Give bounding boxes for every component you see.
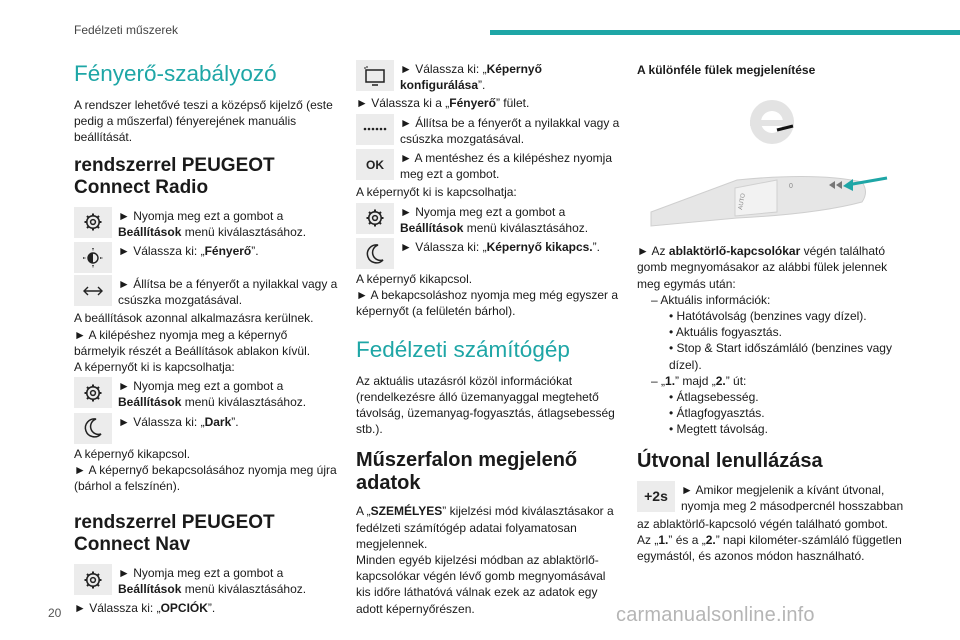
trip-computer-intro: Az aktuális utazásról közöl információkat (rendelkezésre álló üzemanyaggal megtehető távolság, üzemanyag-fogyasztás, átlagsebesség stb.).: [356, 373, 615, 437]
column-2: [356, 58, 622, 617]
brightness-intro: A rendszer lehetővé teszi a középső kijelző (este pedig a műszerfal) fényerejének manuális beállítását.: [74, 98, 333, 145]
offstate-text: A képernyő kikapcsol.: [74, 446, 191, 461]
off-text: A képernyőt ki is kapcsolhatja:: [74, 360, 235, 375]
list-item: • Átlagfogyasztás.: [669, 406, 765, 421]
list-item: • Aktuális fogyasztás.: [669, 325, 782, 340]
step-adjust: ► Állítsa be a fényerőt a nyilakkal vagy a csúszka mozgatásával.: [74, 275, 340, 308]
dashboard-text-1: A „SZEMÉLYES” kijelzési mód kiválasztásakor a fedélzeti számítógép adatai folyamatosan megjelennek.: [356, 504, 614, 551]
dashboard-text-2: Minden egyéb kijelzési módban az ablaktörlő-kapcsolókar végén lévő gomb megnyomásával kis időre láthatóvá válnak ezek az adatok egy adott képernyőrészen.: [356, 553, 606, 616]
step-reset: +2s ► Amikor megjelenik a kívánt útvonal, nyomja meg 2 másodpercnél hosszabban: [637, 481, 907, 514]
zero-label: 0: [789, 183, 793, 191]
reset-note-text: Az „1.” és a „2.” napi kilométer-számláló független egymástól, és azonos módon használható.: [637, 533, 902, 564]
wiper-stalk-diagram: [637, 84, 907, 234]
header-accent-bar: [490, 30, 960, 35]
dotted-slider-icon: [356, 114, 394, 145]
step-dark: ► Válassza ki: „Dark”.: [74, 413, 340, 444]
trip-computer-title: Fedélzeti számítógép: [356, 336, 570, 362]
exit-text: ► A kilépéshez nyomja meg a képernyő bármelyik részét a Beállítások ablakon kívül.: [74, 327, 311, 358]
apply-text: A beállítások azonnal alkalmazásra kerülnek.: [74, 311, 314, 326]
tab-text: ► Válassza ki a „Fényerő” fület.: [356, 96, 530, 111]
column-3: [637, 62, 907, 565]
press-2s-icon: +2s: [637, 481, 675, 512]
list-heading-trips: – „1.” majd „2.” út:: [651, 373, 747, 388]
radio-heading: rendszerrel PEUGEOT Connect Radio: [74, 154, 275, 198]
step-settings-3: ► Nyomja meg ezt a gombot a Beállítások menü kiválasztásához.: [74, 564, 340, 597]
gear-icon: [74, 377, 112, 408]
tabs-heading: A különféle fülek megjelenítése: [637, 63, 816, 77]
list-item: • Megtett távolság.: [669, 422, 768, 437]
offstate-text-2: A képernyő kikapcsol.: [356, 272, 473, 287]
list-item: • Átlagsebesség.: [669, 390, 759, 405]
list-item: • Stop & Start időszámláló (benzines vagy dízel).: [669, 341, 892, 372]
step-save: OK ► A mentéshez és a kilépéshez nyomja meg ezt a gombot.: [356, 149, 622, 182]
page-number: 20: [48, 606, 62, 620]
step-screen-config: ► Válassza ki: „Képernyő konfigurálása”.: [356, 60, 622, 93]
options-text: ► Válassza ki: „OPCIÓK”.: [74, 600, 216, 615]
list-item: • Hatótávolság (benzines vagy dízel).: [669, 309, 867, 324]
ok-button-icon: OK: [356, 149, 394, 180]
step-settings-4: ► Nyomja meg ezt a gombot a Beállítások menü kiválasztásához.: [356, 203, 622, 236]
list-heading-current: – Aktuális információk:: [651, 292, 771, 307]
watermark: carmanualsonline.info: [616, 604, 815, 626]
step-screen-off: ► Válassza ki: „Képernyő kikapcs.”.: [356, 238, 622, 269]
gear-icon: [74, 207, 112, 238]
brightness-icon: [74, 242, 112, 273]
auto-label: AUTO: [738, 193, 747, 211]
column-1: [74, 54, 340, 616]
nav-heading: rendszerrel PEUGEOT Connect Nav: [74, 512, 275, 556]
moon-icon: [356, 238, 394, 269]
moon-icon: [74, 413, 112, 444]
step-settings: ► Nyomja meg ezt a gombot a Beállítások menü kiválasztásához.: [74, 207, 340, 240]
on-text: ► A képernyő bekapcsolásához nyomja meg újra (bárhol a felszínén).: [74, 462, 337, 494]
step-brightness: ► Válassza ki: „Fényerő”.: [74, 242, 340, 273]
stalk-icon: [651, 177, 887, 227]
on-text-2: ► A bekapcsoláshoz nyomja meg még egyszer a képernyőt (a felületén bárhol).: [356, 288, 619, 319]
gear-icon: [74, 564, 112, 595]
brightness-title: Fényerő-szabályozó: [74, 61, 277, 86]
slider-arrows-icon: [74, 275, 112, 306]
off-text-2: A képernyőt ki is kapcsolhatja:: [356, 185, 517, 200]
dashboard-heading: Műszerfalon megjelenő adatok: [356, 449, 578, 495]
steering-wheel-icon: [750, 100, 794, 144]
step-settings-2: ► Nyomja meg ezt a gombot a Beállítások menü kiválasztásához.: [74, 377, 340, 410]
reset-cont-text: az ablaktörlő-kapcsoló végén található gombot.: [637, 517, 888, 532]
step-adjust-2: ► Állítsa be a fényerőt a nyilakkal vagy a csúszka mozgatásával.: [356, 114, 622, 147]
gear-icon: [356, 203, 394, 234]
screen-config-icon: [356, 60, 394, 91]
section-header: Fedélzeti műszerek: [74, 23, 179, 37]
stalk-text: ► Az ablaktörlő-kapcsolókar végén található gomb megnyomásakor az alábbi fülek jelennek meg egymás után:: [637, 244, 888, 291]
trip-reset-title: Útvonal lenullázása: [637, 449, 823, 472]
